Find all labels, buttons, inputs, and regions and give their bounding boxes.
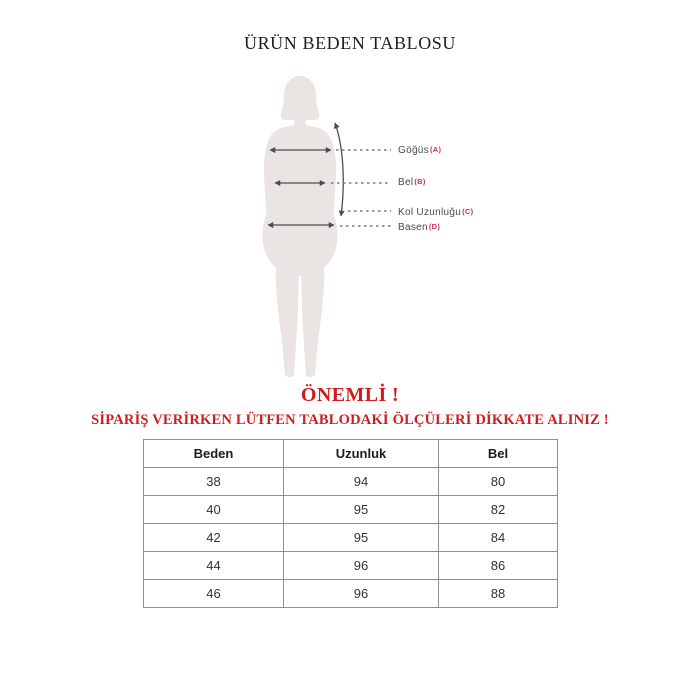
- female-body-silhouette-icon: [262, 76, 337, 377]
- cell-uzunluk: 95: [284, 524, 439, 552]
- important-message: SİPARİŞ VERİRKEN LÜTFEN TABLODAKİ ÖLÇÜLERİ DİKKATE ALINIZ !: [91, 412, 609, 428]
- cell-bel: 88: [439, 580, 558, 608]
- measure-label-arm-length-letter: (C): [462, 207, 474, 216]
- leader-lines: [331, 150, 391, 226]
- cell-bel: 82: [439, 496, 558, 524]
- table-row: [144, 496, 558, 524]
- cell-uzunluk: 95: [284, 496, 439, 524]
- cell-beden: 38: [144, 468, 284, 496]
- measure-label-hip-text: Basen: [398, 222, 428, 233]
- important-heading: ÖNEMLİ !: [300, 384, 400, 406]
- measurement-diagram-svg: [230, 70, 480, 385]
- measure-label-chest-letter: (A): [429, 145, 442, 154]
- cell-beden: 40: [144, 496, 284, 524]
- table-row: [144, 580, 558, 608]
- column-header-beden: Beden: [144, 440, 284, 468]
- size-table-header-row: [144, 440, 558, 468]
- measure-label-chest: [398, 145, 441, 157]
- arm-length-measure-arrow: [335, 123, 343, 216]
- table-row: [144, 524, 558, 552]
- cell-uzunluk: 96: [284, 552, 439, 580]
- page-title: ÜRÜN BEDEN TABLOSU: [243, 33, 457, 53]
- measure-label-waist-text: Bel: [398, 177, 414, 188]
- column-header-uzunluk: Uzunluk: [284, 440, 439, 468]
- cell-bel: 84: [439, 524, 558, 552]
- measure-label-hip: [398, 222, 440, 234]
- measure-label-waist: [398, 177, 426, 189]
- cell-uzunluk: 96: [284, 580, 439, 608]
- cell-beden: 44: [144, 552, 284, 580]
- table-row: [144, 552, 558, 580]
- size-table: [143, 439, 558, 608]
- cell-bel: 86: [439, 552, 558, 580]
- measure-label-arm-length: [398, 207, 473, 219]
- measure-label-arm-length-text: Kol Uzunluğu: [398, 207, 462, 218]
- cell-bel: 80: [439, 468, 558, 496]
- cell-beden: 46: [144, 580, 284, 608]
- table-row: [144, 468, 558, 496]
- cell-uzunluk: 94: [284, 468, 439, 496]
- measurement-diagram: [230, 70, 480, 385]
- measure-label-chest-text: Göğüs: [398, 145, 429, 156]
- measure-label-hip-letter: (D): [428, 222, 441, 231]
- cell-beden: 42: [144, 524, 284, 552]
- column-header-bel: Bel: [439, 440, 558, 468]
- measure-label-waist-letter: (B): [414, 177, 426, 186]
